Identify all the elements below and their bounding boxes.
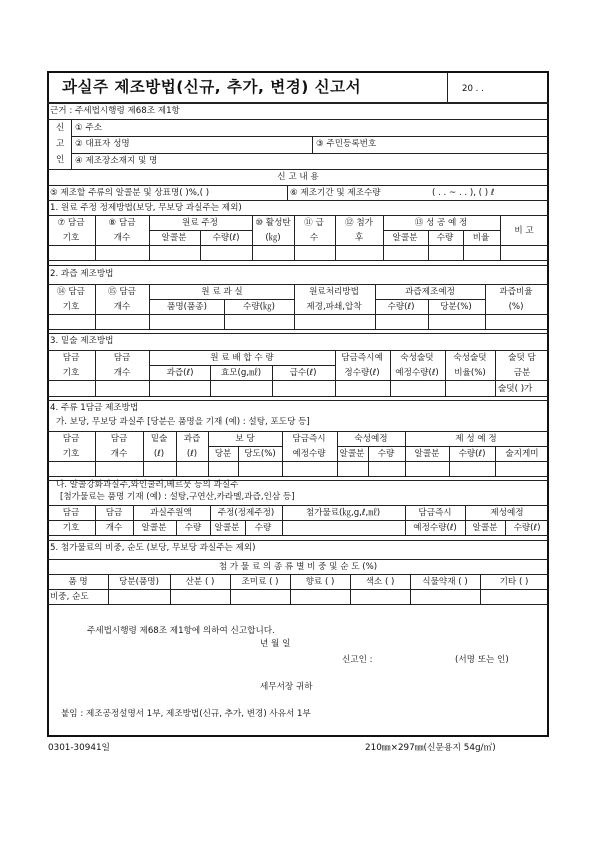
s4a-col-juice-2: (ℓ) <box>186 449 198 459</box>
s4a-col-sugar-type: 당분 <box>214 449 232 459</box>
rule <box>143 431 144 476</box>
attachment-note: 붙임 : 제조공정설명서 1부, 제조방법(신규, 추가, 변경) 사유서 1부 <box>61 709 311 719</box>
s4a-col-count: 담금 <box>110 434 128 444</box>
rule <box>294 284 295 329</box>
s3-col-ripe-ratio-2: 비율(%) <box>454 368 486 378</box>
s2-col-process: 원료처리방법 <box>309 287 359 297</box>
rule <box>176 431 177 476</box>
s1-col-count: ⑧ 담금 <box>108 218 136 228</box>
section4-sub-b: 나. 알콜강화과실주,와인쿨러,베르뭇 등의 과실주 <box>56 480 239 490</box>
rule <box>47 396 549 397</box>
s5-col-acid: 산분 ( ) <box>185 577 215 587</box>
s4a-col-plan-qty: 수량(ℓ) <box>458 449 486 459</box>
s4a-col-base: 밑술 <box>150 434 168 444</box>
item6-value[interactable]: ( . . ~ . . ), ( ) ℓ <box>432 188 495 198</box>
rule <box>312 136 313 153</box>
rule <box>47 476 549 477</box>
s1-col-finished-ratio: 비율 <box>472 233 490 243</box>
s4b-col-plan-qty: 수량(ℓ) <box>513 523 541 533</box>
rule <box>47 215 549 216</box>
s3-col-count: 담금 <box>113 353 131 363</box>
rule <box>47 505 549 506</box>
rule <box>294 215 295 260</box>
recipient: 세무서장 귀하 <box>260 682 313 692</box>
s3-col-ripe-2: 예정수량(ℓ) <box>395 368 439 378</box>
rule <box>71 153 549 154</box>
s3-col-spirit: 담금즉시예 <box>341 353 383 363</box>
s3-col-mix-yeast: 효모(g,㎖) <box>220 368 262 378</box>
rule <box>47 400 549 401</box>
rule <box>47 350 549 351</box>
s1-col-note: 비 고 <box>514 226 534 236</box>
s4b-col-plan: 제성예정 <box>490 508 524 518</box>
s1-col-spirit-abv: 알콜분 <box>161 233 187 243</box>
rule <box>47 574 549 575</box>
rule <box>208 446 282 447</box>
s4a-col-batch-2: 기호 <box>62 449 80 459</box>
rule <box>47 535 549 536</box>
declaration-text: 주세법시행령 제68조 제1항에 의하여 신고합니다. <box>87 626 275 636</box>
rule <box>405 431 406 476</box>
rule <box>95 215 96 260</box>
rule <box>287 185 288 200</box>
s5-table-title: 첨 가 물 료 의 종 류 별 비 중 및 순 도 (%) <box>218 562 378 572</box>
rule <box>375 299 485 300</box>
s4b-col-count-2: 개수 <box>105 523 123 533</box>
declaration-date[interactable]: 년 월 일 <box>260 639 291 649</box>
rule <box>47 540 549 541</box>
s4a-col-sugar-brix: 당도(%) <box>244 449 276 459</box>
section4-heading: 4. 주류 1담금 제조방법 <box>50 403 139 413</box>
s3-col-count-2: 개수 <box>113 368 131 378</box>
rule <box>47 185 549 186</box>
s4a-col-instant-2: 예정수량 <box>292 449 326 459</box>
section1-heading: 1. 원료 주정 정제방법(보당, 무보당 과실주는 제외) <box>50 203 242 213</box>
section3-heading: 3. 밑술 제조방법 <box>50 336 114 346</box>
rule <box>47 245 549 246</box>
s5-col-color: 색소 ( ) <box>365 577 395 587</box>
rule <box>47 559 549 560</box>
rule <box>335 350 336 396</box>
s3-col-last: 술덧 담 <box>508 353 536 363</box>
s2-col-batch-2: 기호 <box>62 302 80 312</box>
s2-col-juice-sugar: 당분(%) <box>440 302 472 312</box>
reporter-label-1: 신 <box>56 123 65 133</box>
s4b-col-wine-abv: 알콜분 <box>141 523 167 533</box>
s2-col-fruit-qty: 수량(㎏) <box>243 302 275 312</box>
rule <box>383 230 500 231</box>
s3-col-batch-2: 기호 <box>62 368 80 378</box>
s3-col-batch: 담금 <box>62 353 80 363</box>
s5-row-label-name: 품 명 <box>68 577 88 587</box>
item5-label: ⑤ 제조할 주류의 알콜분 및 상표명( )%,( ) <box>50 188 210 198</box>
rule <box>71 119 72 169</box>
s4b-col-batch: 담금 <box>62 508 80 518</box>
s2-col-juice: 과즙제조예정 <box>405 287 455 297</box>
form-number: 0301-30941일 <box>48 743 111 753</box>
sign-placeholder[interactable]: (서명 또는 인) <box>455 655 509 665</box>
s3-col-ripe-ratio: 숙성술덧 <box>453 353 487 363</box>
rule <box>47 461 549 462</box>
s5-row-label-density: 비중, 순도 <box>50 592 89 602</box>
form-title: 과실주 제조방법(신규, 추가, 변경) 신고서 <box>62 78 362 96</box>
item6-label: ⑥ 제조기간 및 제조수량 <box>290 188 381 198</box>
s2-col-juice-qty: 수량(ℓ) <box>387 302 415 312</box>
rule <box>47 102 549 104</box>
paper-spec: 210㎜×297㎜(신문용지 54g/㎡) <box>365 743 496 753</box>
s1-col-finished: ⑬ 성 공 예 정 <box>414 218 468 228</box>
rule <box>47 119 549 120</box>
rule <box>47 520 549 521</box>
s1-col-finished-qty: 수량 <box>436 233 454 243</box>
s4b-col-spirit-qty: 수량 <box>254 523 272 533</box>
s4b-col-plan-abv: 알콜분 <box>472 523 498 533</box>
s1-col-after-2: 후 <box>354 233 364 243</box>
s4b-col-spirit-abv: 알콜분 <box>214 523 240 533</box>
rule <box>375 284 376 329</box>
rule <box>208 431 209 476</box>
s4a-col-base-2: (ℓ) <box>153 449 165 459</box>
s1-col-spirit-qty: 수량(ℓ) <box>212 233 240 243</box>
s3-col-mix: 원 료 배 합 수 량 <box>210 353 274 363</box>
s1-col-spirit: 원료 주정 <box>182 218 218 228</box>
s5-col-other: 기타 ( ) <box>499 577 529 587</box>
s4b-col-wine-qty: 수량 <box>184 523 202 533</box>
legal-basis: 근거 : 주세법시행령 제68조 제1항 <box>50 106 180 116</box>
rrn-label: ③ 주민등록번호 <box>316 139 377 149</box>
rule <box>176 520 177 535</box>
rule <box>383 215 384 260</box>
s4a-col-plan-abv: 알콜분 <box>414 449 440 459</box>
rule <box>505 520 506 535</box>
s4a-col-ripe-abv: 알콜분 <box>339 449 365 459</box>
s4a-col-juice: 과즙 <box>183 434 201 444</box>
rule <box>337 431 338 476</box>
s3-col-mix-juice: 과즙(ℓ) <box>166 368 194 378</box>
reporter-label-2: 고 <box>56 139 65 149</box>
rule <box>149 215 150 260</box>
s3-col-ripe: 숙성술덧 <box>400 353 434 363</box>
rule <box>47 200 549 201</box>
s2-col-batch: ⑭ 담금 <box>57 287 85 297</box>
s4b-col-instant: 담금즉시 <box>418 508 452 518</box>
s2-col-fruit: 원 료 과 실 <box>201 287 243 297</box>
s2-col-count: ⑮ 담금 <box>108 287 136 297</box>
rule <box>485 284 486 329</box>
s4b-col-wine: 과실주원액 <box>150 508 192 518</box>
section4-sub-a: 가. 보당, 무보당 과실주 [당분은 품명을 기재 (예) : 설탕, 포도당 등] <box>56 417 310 427</box>
rule <box>95 431 96 476</box>
rule <box>495 350 496 396</box>
s5-col-flavor: 향료 ( ) <box>305 577 335 587</box>
s3-col-last-2: 금분 <box>513 368 531 378</box>
rule <box>47 333 549 334</box>
section2-heading: 2. 과즙 제조방법 <box>50 269 114 279</box>
rule <box>445 350 446 396</box>
rule <box>282 431 283 476</box>
s4a-col-count-2: 개수 <box>110 449 128 459</box>
date-field[interactable]: 20 . . <box>462 84 484 94</box>
s1-col-water-2: 수 <box>309 233 319 243</box>
address-label: ① 주소 <box>75 123 103 133</box>
s4b-col-batch-2: 기호 <box>62 523 80 533</box>
rule <box>390 350 391 396</box>
factory-label: ④ 제조장소재지 및 명 <box>75 156 158 166</box>
rule <box>335 215 336 260</box>
rule <box>337 446 549 447</box>
rule <box>47 169 549 170</box>
rule <box>47 265 549 266</box>
s3-col-spirit-2: 정수량(ℓ) <box>344 368 380 378</box>
rule <box>47 329 549 330</box>
s3-col-last-sub: 술덧( )가 <box>498 384 533 394</box>
rule <box>47 431 549 432</box>
s4a-col-sugar: 보 당 <box>235 434 255 444</box>
section4-sub-b-note: [첨가물료는 품명 기재 (예) : 설탕,구연산,카라멜,과즙,인삼 등] <box>60 492 295 502</box>
rule <box>47 380 495 381</box>
s1-col-charcoal-2: (㎏) <box>265 233 281 243</box>
section5-heading: 5. 첨가물료의 비중, 순도 (보당, 무보당 과실주는 제외) <box>50 543 256 553</box>
rule <box>71 136 549 137</box>
rule <box>47 260 549 261</box>
s4a-col-ripe-qty: 수량 <box>377 449 395 459</box>
rule <box>252 215 253 260</box>
rule <box>149 365 335 366</box>
rule <box>47 314 549 315</box>
content-heading: 신 고 내 용 <box>277 172 319 182</box>
s1-col-water: ⑪ 급 <box>304 218 324 228</box>
rule <box>500 215 501 260</box>
s4b-col-count: 담금 <box>105 508 123 518</box>
s2-col-ratio: 과즙비율 <box>499 287 533 297</box>
reporter-label-3: 인 <box>56 155 65 165</box>
rule <box>95 284 96 329</box>
rule <box>149 284 150 329</box>
s4a-col-instant: 담금즉시 <box>292 434 326 444</box>
s2-col-fruit-name: 품명(품종) <box>167 302 207 312</box>
reporter-sign-label: 신고인 : <box>342 655 373 665</box>
s4a-col-batch: 담금 <box>62 434 80 444</box>
s1-col-batch-2: 기호 <box>62 233 80 243</box>
s2-col-process-2: 제경,파쇄,압착 <box>306 302 362 312</box>
rule <box>149 230 252 231</box>
s1-col-finished-abv: 알콜분 <box>392 233 418 243</box>
s5-col-seasoning: 조미료 ( ) <box>241 577 279 587</box>
rule <box>95 350 96 396</box>
s5-col-herb: 식물약재 ( ) <box>422 577 468 587</box>
rule <box>495 380 549 381</box>
s4a-col-plan: 제 성 예 정 <box>455 434 497 444</box>
title-divider <box>447 73 448 103</box>
s2-col-ratio-2: (%) <box>508 302 524 312</box>
rule <box>149 299 294 300</box>
rule <box>47 589 549 590</box>
s2-col-count-2: 개수 <box>113 302 131 312</box>
s1-col-after: ⑫ 첨가 <box>345 218 373 228</box>
rep-name-label: ② 대표자 성명 <box>75 139 130 149</box>
rule <box>149 350 150 396</box>
s1-col-count-2: 개수 <box>113 233 131 243</box>
rule <box>47 604 549 605</box>
s3-col-mix-water: 급수(ℓ) <box>289 368 317 378</box>
rule <box>47 284 549 285</box>
s4a-col-ripe: 숙성예정 <box>354 434 388 444</box>
rule <box>245 520 246 535</box>
s4b-col-instant-2: 예정수량(ℓ) <box>413 523 457 533</box>
s5-col-sugar: 당분(품명) <box>119 577 159 587</box>
s4b-col-spirit: 주정(정제주정) <box>217 508 275 518</box>
s1-col-batch: ⑦ 담금 <box>57 218 85 228</box>
s1-col-charcoal: ⑩ 활성탄 <box>255 218 291 228</box>
s4b-col-additives: 첨가물료(㎏,g,ℓ,㎖) <box>305 508 381 518</box>
s4a-col-plan-lees: 술지게미 <box>505 449 539 459</box>
